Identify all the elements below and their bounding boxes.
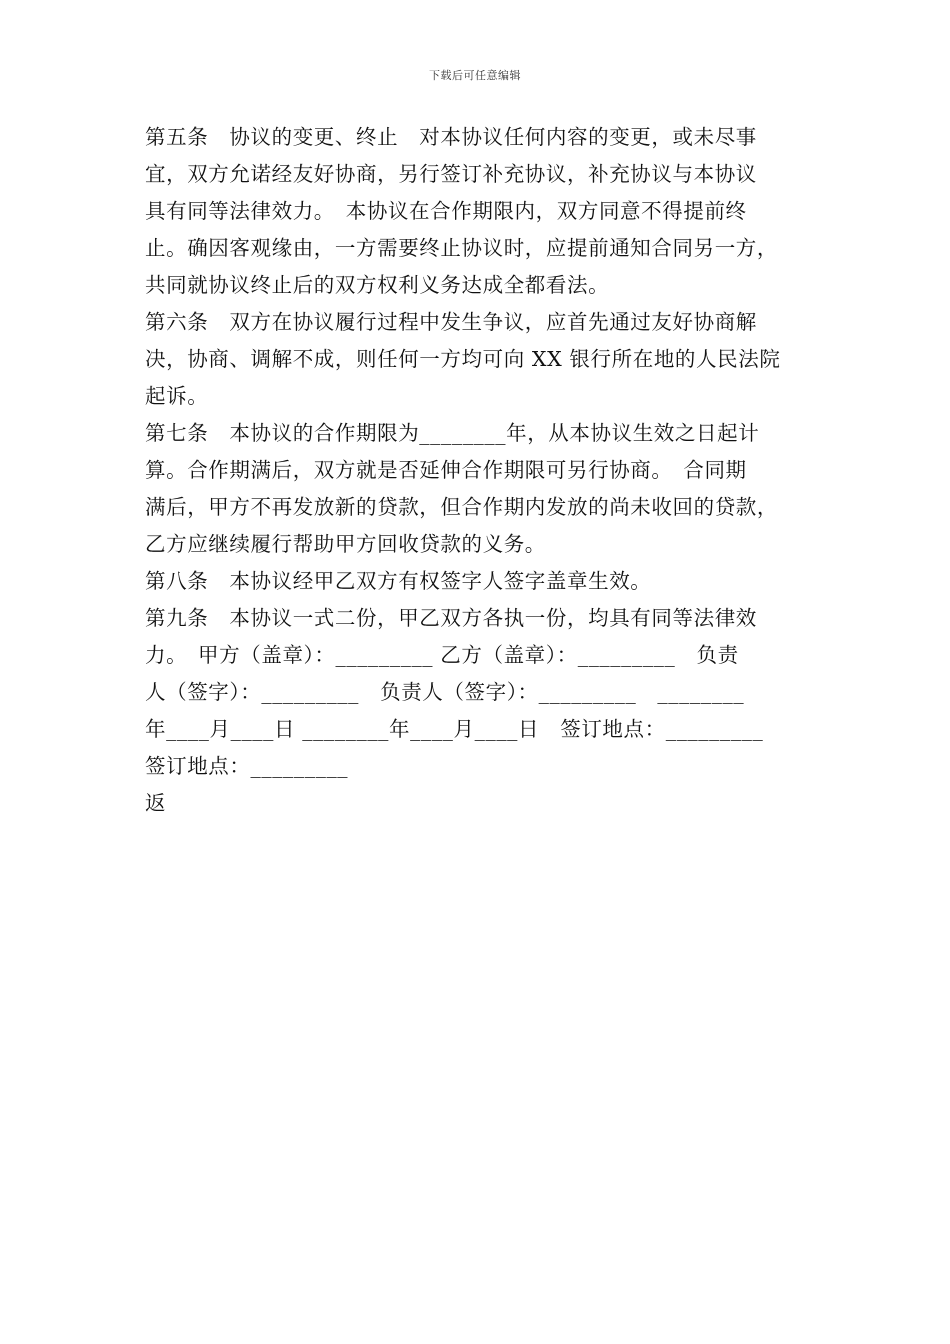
article-5-line-5: 共同就协议终止后的双方权利义务达成全都看法。 <box>145 273 610 297</box>
article-8-line-1: 第八条 本协议经甲乙双方有权签字人签字盖章生效。 <box>145 569 652 593</box>
download-editable-note: 下载后可任意编辑 <box>429 69 521 82</box>
article-7-line-2: 算。合作期满后，双方就是否延伸合作期限可另行协商。 合同期 <box>145 458 747 482</box>
article-5-line-1: 第五条 协议的变更、终止 对本协议任何内容的变更，或未尽事 <box>145 125 757 149</box>
signature-line-1: 力。 甲方（盖章）：_________ 乙方（盖章）：_________ 负责 <box>145 643 739 667</box>
signature-line-2: 人（签字）：_________ 负责人（签字）：_________ ________ <box>145 680 745 704</box>
article-7-line-1: 第七条 本协议的合作期限为________年，从本协议生效之日起计 <box>145 421 760 445</box>
article-5-line-3: 具有同等法律效力。 本协议在合作期限内，双方同意不得提前终 <box>145 199 747 223</box>
article-6-line-2: 决，协商、调解不成，则任何一方均可向 XX 银行所在地的人民法院 <box>145 347 781 371</box>
article-7-line-4: 乙方应继续履行帮助甲方回收贷款的义务。 <box>145 532 546 556</box>
contract-body <box>145 119 825 822</box>
signature-line-4: 签订地点：_________ <box>145 754 349 778</box>
article-7-line-3: 满后，甲方不再发放新的贷款，但合作期内发放的尚未收回的贷款， <box>145 495 778 519</box>
article-5-line-4: 止。确因客观缘由，一方需要终止协议时，应提前通知合同另一方， <box>145 236 778 260</box>
trailing-text: 返 <box>145 791 167 815</box>
article-9-line-1: 第九条 本协议一式二份，甲乙双方各执一份，均具有同等法律效 <box>145 606 757 630</box>
article-5-line-2: 宜，双方允诺经友好协商，另行签订补充协议，补充协议与本协议 <box>145 162 757 186</box>
article-6-line-3: 起诉。 <box>145 384 209 408</box>
article-6-line-1: 第六条 双方在协议履行过程中发生争议，应首先通过友好协商解 <box>145 310 757 334</box>
signature-line-3: 年____月____日 ________年____月____日 签订地点：_________ <box>145 717 764 741</box>
